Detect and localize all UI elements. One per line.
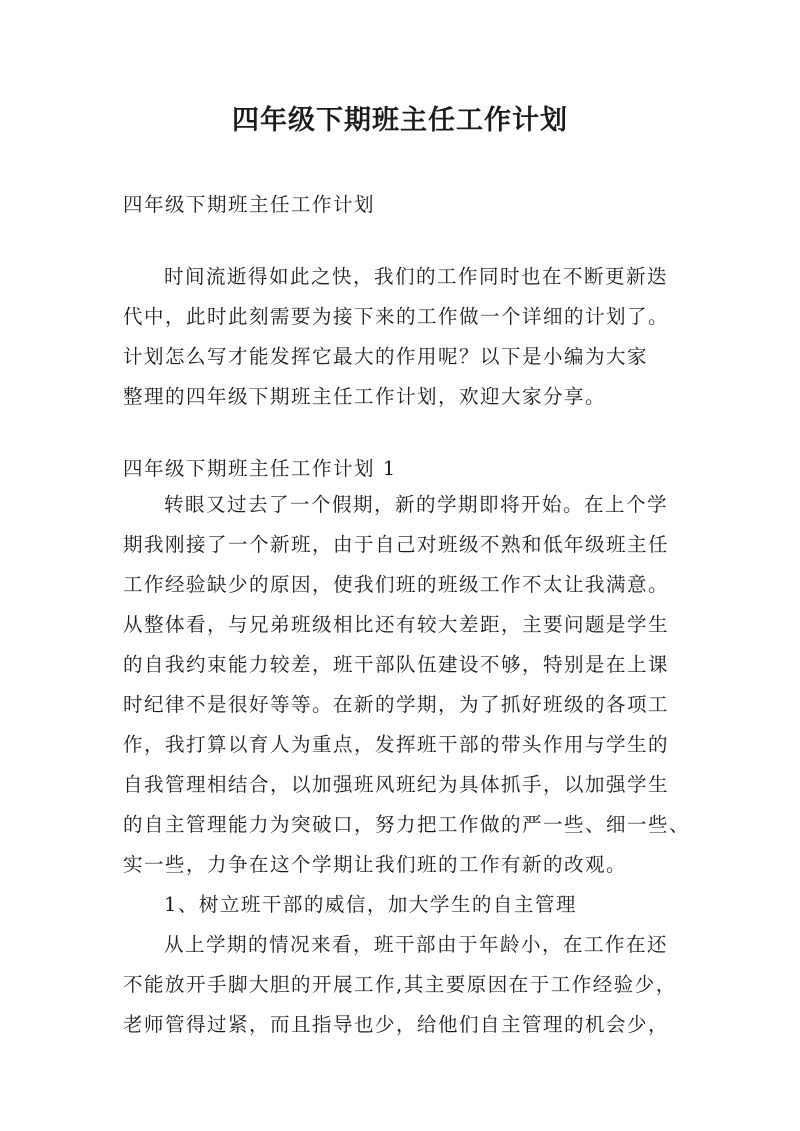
section-heading: 四年级下期班主任工作计划 1: [123, 457, 397, 480]
paragraph-line: 工作经验缺少的原因，使我们班的班级工作不太让我满意。: [123, 573, 670, 596]
paragraph-line: 实一些，力争在这个学期让我们班的工作有新的改观。: [123, 853, 628, 876]
document-subtitle: 四年级下期班主任工作计划: [123, 193, 376, 216]
paragraph-line: 从上学期的情况来看，班干部由于年龄小，在工作在还: [164, 933, 669, 956]
paragraph-line: 时间流逝得如此之快，我们的工作同时也在不断更新迭: [164, 265, 669, 288]
paragraph-line: 的自我约束能力较差，班干部队伍建设不够，特别是在上课: [123, 653, 670, 676]
paragraph-line: 从整体看，与兄弟班级相比还有较大差距，主要问题是学生: [123, 613, 670, 636]
paragraph-line: 的自主管理能力为突破口，努力把工作做的严一些、细一些、: [123, 813, 691, 836]
paragraph-line: 代中，此时此刻需要为接下来的工作做一个详细的计划了。: [123, 305, 670, 328]
section-paragraph: [123, 485, 691, 1045]
paragraph-line: 自我管理相结合，以加强班风班纪为具体抓手，以加强学生: [123, 773, 670, 796]
document-title: 四年级下期班主任工作计划: [232, 105, 568, 136]
paragraph-line: 整理的四年级下期班主任工作计划，欢迎大家分享。: [123, 385, 607, 408]
paragraph-line: 作，我打算以育人为重点，发挥班干部的带头作用与学生的: [123, 733, 670, 756]
paragraph-line: 不能放开手脚大胆的开展工作,其主要原因在于工作经验少，: [123, 973, 677, 996]
paragraph-line: 期我刚接了一个新班，由于自己对班级不熟和低年级班主任: [123, 533, 670, 556]
paragraph-line: 计划怎么写才能发挥它最大的作用呢？以下是小编为大家: [123, 345, 649, 368]
intro-paragraph: [123, 257, 683, 417]
paragraph-line: 老师管得过紧，而且指导也少，给他们自主管理的机会少，: [123, 1013, 670, 1036]
paragraph-line: 转眼又过去了一个假期，新的学期即将开始。在上个学: [164, 493, 669, 516]
paragraph-line: 时纪律不是很好等等。在新的学期，为了抓好班级的各项工: [123, 693, 670, 716]
numbered-subheading: 1、树立班干部的威信，加大学生的自主管理: [164, 893, 577, 916]
